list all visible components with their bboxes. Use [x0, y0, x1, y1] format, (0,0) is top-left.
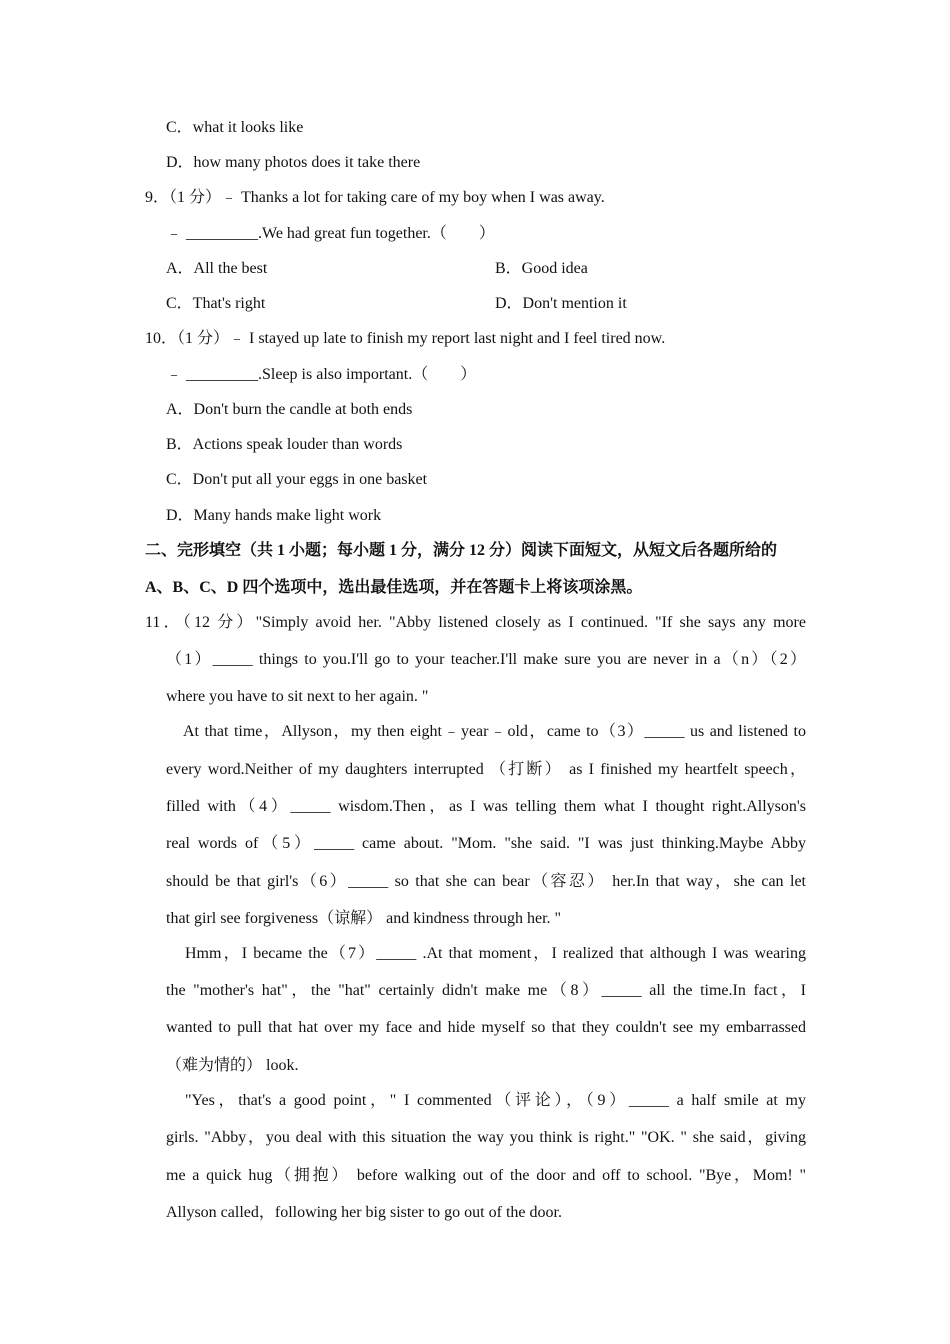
q8-option-c: C．what it looks like	[166, 119, 304, 136]
q11-line: wanted to pull that hat over my face and hide myself so that they couldn't see my embarrassed	[166, 1019, 806, 1036]
q8-option-d: D．how many photos does it take there	[166, 154, 421, 171]
q11-line: girls. "Abby，you deal with this situation the way you think is right." "OK. " she said，giving	[166, 1129, 807, 1146]
q11-line: where you have to sit next to her again. "	[166, 688, 429, 705]
q11-line: At that time，Allyson，my then eight﹣year﹣old，came to（3）_____ us and listened to	[183, 723, 806, 740]
q11-line: （难为情的） look.	[166, 1057, 299, 1074]
q11-line: Allyson called，following her big sister to go out of the door.	[166, 1204, 562, 1221]
q9-option-a: A．All the best	[166, 260, 268, 277]
q11-line: filled with（4）_____ wisdom.Then，as I was telling them what I thought right.Allyson's	[166, 798, 806, 815]
q11-line: every word.Neither of my daughters interrupted （打断） as I finished my heartfelt speech，	[166, 761, 806, 778]
q10-option-a: A．Don't burn the candle at both ends	[166, 401, 413, 418]
q11-line: "Yes，that's a good point，" I commented（评论），（9）_____ a half smile at my	[185, 1092, 806, 1109]
q10-stem: 10．（1 分）﹣ I stayed up late to finish my report last night and I feel tired now.	[145, 330, 666, 347]
q9-option-d: D．Don't mention it	[495, 295, 627, 312]
q9-option-b: B．Good idea	[495, 260, 588, 277]
q10-option-d: D．Many hands make light work	[166, 507, 382, 524]
q9-stem: 9．（1 分）﹣ Thanks a lot for taking care of my boy when I was away.	[145, 189, 605, 206]
q10-option-c: C．Don't put all your eggs in one basket	[166, 471, 428, 488]
q11-line: that girl see forgiveness（谅解） and kindness through her. "	[166, 910, 562, 927]
q11-line: the "mother's hat"，the "hat" certainly didn't make me（8）_____ all the time.In fact，I	[166, 982, 806, 999]
q10-response: ﹣ _________.Sleep is also important.（ ）	[166, 366, 477, 383]
q11-line: Hmm，I became the（7）_____ .At that moment，I realized that although I was wearing	[185, 945, 806, 962]
q11-line: 11．（12 分）"Simply avoid her. "Abby listened closely as I continued. "If she says any more	[145, 614, 806, 631]
q9-option-c: C．That's right	[166, 295, 266, 312]
q10-option-b: B．Actions speak louder than words	[166, 436, 403, 453]
q11-line: should be that girl's（6）_____ so that she can bear（容忍） her.In that way，she can let	[166, 873, 806, 890]
q9-response: ﹣ _________.We had great fun together.（ ）	[166, 225, 495, 242]
q11-line: real words of（5）_____ came about. "Mom. "she said. "I was just thinking.Maybe Abby	[166, 835, 806, 852]
section2-heading-line1: 二、完形填空（共 1 小题；每小题 1 分，满分 12 分）阅读下面短文，从短文后各题所给的	[145, 542, 778, 559]
q11-line: （1）_____ things to you.I'll go to your teacher.I'll make sure you are never in a（n）（2）	[166, 651, 806, 668]
q11-line: me a quick hug（拥抱） before walking out of the door and off to school. "Bye，Mom! "	[166, 1167, 806, 1184]
section2-heading-line2: A、B、C、D 四个选项中，选出最佳选项，并在答题卡上将该项涂黑。	[145, 579, 643, 596]
